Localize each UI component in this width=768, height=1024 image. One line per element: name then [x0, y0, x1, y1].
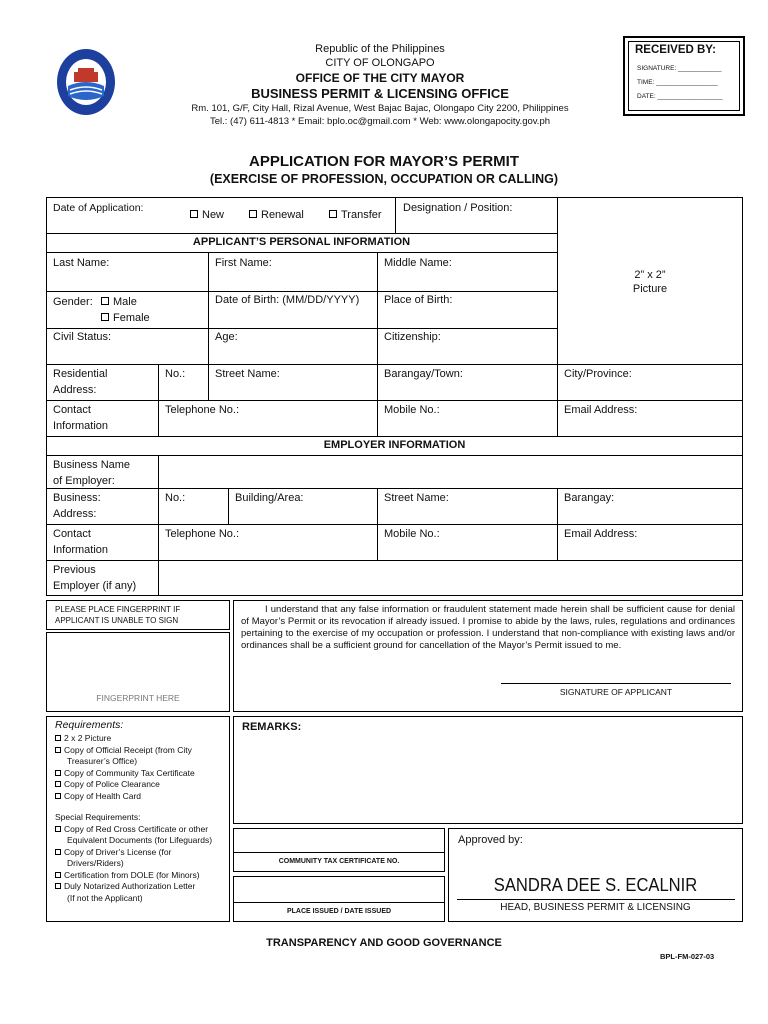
employer-info-header: EMPLOYER INFORMATION	[323, 439, 466, 451]
req-item-4[interactable]: Copy of Police Clearance	[55, 779, 212, 791]
special-req-4[interactable]: Duly Notarized Authorization Letter	[55, 881, 212, 893]
civil-status-label: Civil Status:	[53, 331, 112, 343]
form-title: APPLICATION FOR MAYOR’S PERMIT	[248, 153, 519, 170]
special-req-1[interactable]: Copy of Red Cross Certificate or other	[55, 824, 212, 836]
office-mayor: OFFICE OF THE CITY MAYOR	[295, 71, 465, 85]
bus-no-label: No.:	[165, 492, 186, 504]
received-date[interactable]: DATE: __________________	[637, 93, 723, 100]
approver-position: HEAD, BUSINESS PERMIT & LICENSING	[500, 902, 691, 913]
received-box	[623, 36, 745, 116]
employer-telephone-label: Telephone No.:	[165, 528, 239, 540]
residential-label: Residential Address:	[53, 368, 108, 396]
designation-label: Designation / Position:	[403, 202, 513, 214]
gender-female[interactable]: Female	[101, 310, 150, 326]
previous-employer-label: Previous Employer (if any)	[53, 564, 137, 592]
checkbox-male[interactable]	[101, 297, 109, 305]
option-transfer[interactable]: Transfer	[329, 207, 382, 223]
res-street-label: Street Name:	[215, 368, 280, 380]
citizenship-label: Citizenship:	[384, 331, 441, 343]
picture-placeholder[interactable]: 2” x 2” Picture	[632, 269, 668, 295]
fingerprint-placeholder: FINGERPRINT HERE	[96, 693, 180, 703]
req-item-2[interactable]: Copy of Official Receipt (from City	[55, 745, 212, 757]
middle-name-label: Middle Name:	[384, 257, 452, 269]
ctc-number-label: COMMUNITY TAX CERTIFICATE NO.	[278, 858, 400, 865]
employer-mobile-label: Mobile No.:	[384, 528, 440, 540]
bus-building-label: Building/Area:	[235, 492, 304, 504]
req-item-5[interactable]: Copy of Health Card	[55, 791, 212, 803]
footer-motto: TRANSPARENCY AND GOOD GOVERNANCE	[266, 937, 502, 949]
requirements-list: 2 x 2 Picture Copy of Official Receipt (from City Treasurer’s Office) Copy of Community Tax Certificate Copy of Police Clearance Copy of Health Card Special Requirements: Copy of Red Cross Certificate or other Equivalent Documents (for Lifeguards) Copy of Driver’s License (for Drivers/Riders) Certification from DOLE (for Minors) Duly Notarized Authorization Letter (If not the Applicant)	[55, 733, 213, 903]
declaration-box	[233, 600, 743, 712]
office-contact: Tel.: (47) 611-4813 * Email: bplo.oc@gmail.com * Web: www.olongapocity.gov.ph	[209, 116, 551, 127]
ctc-number-box[interactable]	[233, 828, 445, 872]
employer-contact-label: Contact Information	[53, 528, 109, 556]
mobile-label: Mobile No.:	[384, 404, 440, 416]
personal-info-header: APPLICANT’S PERSONAL INFORMATION	[192, 236, 411, 248]
republic-text: Republic of the Philippines	[315, 43, 445, 55]
contact-label: Contact Information	[53, 404, 109, 432]
checkbox-new[interactable]	[190, 210, 198, 218]
first-name-label: First Name:	[215, 257, 272, 269]
ctc-place-label: PLACE ISSUED / DATE ISSUED	[286, 908, 392, 915]
fingerprint-note-box: PLEASE PLACE FINGERPRINT IF APPLICANT IS UNABLE TO SIGN	[46, 600, 230, 630]
city-seal	[56, 48, 116, 116]
requirements-title: Requirements:	[55, 719, 124, 731]
gender-label: Gender:	[53, 296, 93, 308]
remarks-label: REMARKS:	[242, 721, 302, 733]
city-text: CITY OF OLONGAPO	[325, 57, 435, 69]
bus-barangay-label: Barangay:	[564, 492, 615, 504]
signature-label: SIGNATURE OF APPLICANT	[559, 687, 673, 697]
email-label: Email Address:	[564, 404, 638, 416]
business-name-label: Business Name of Employer:	[53, 459, 131, 487]
approver-name: SANDRA DEE S. ECALNIR	[493, 875, 698, 895]
req-item-1[interactable]: 2 x 2 Picture	[55, 733, 212, 745]
option-new[interactable]: New	[190, 207, 224, 223]
form-subtitle: (EXERCISE OF PROFESSION, OCCUPATION OR CALLING)	[209, 172, 559, 186]
res-city-label: City/Province:	[564, 368, 632, 380]
special-req-3[interactable]: Certification from DOLE (for Minors)	[55, 870, 212, 882]
res-no-label: No.:	[165, 368, 186, 380]
approval-box	[448, 828, 743, 922]
dob-label: Date of Birth: (MM/DD/YYYY)	[215, 294, 360, 306]
req-item-3[interactable]: Copy of Community Tax Certificate	[55, 768, 212, 780]
business-address-label: Business: Address:	[53, 492, 101, 520]
special-req-2[interactable]: Copy of Driver’s License (for	[55, 847, 212, 859]
received-signature[interactable]: SIGNATURE: ____________	[637, 65, 722, 72]
office-bpl: BUSINESS PERMIT & LICENSING OFFICE	[251, 86, 509, 101]
approved-by-label: Approved by:	[458, 834, 523, 846]
special-requirements-title: Special Requirements:	[55, 812, 141, 822]
received-title: RECEIVED BY:	[635, 44, 716, 56]
telephone-label: Telephone No.:	[165, 404, 239, 416]
age-label: Age:	[215, 331, 238, 343]
pob-label: Place of Birth:	[384, 294, 453, 306]
res-barangay-label: Barangay/Town:	[384, 368, 463, 380]
gender-male[interactable]: Male	[101, 294, 137, 310]
bus-street-label: Street Name:	[384, 492, 449, 504]
last-name-label: Last Name:	[53, 257, 110, 269]
checkbox-female[interactable]	[101, 313, 109, 321]
remarks-box[interactable]	[233, 716, 743, 824]
checkbox-renewal[interactable]	[249, 210, 257, 218]
declaration-text: I understand that any false information or fraudulent statement made herein shall be sufficient cause for denial of Mayor’s Permit or its revocation if already issued. I promise to abide by the laws, rules, regulations and ordinances pertaining to the exercise of my occupation or profession. I understand that non-compliance with existing laws and/or ordinances shall be a sufficient ground for cancellation of the Mayor’s Permit issued to me.	[241, 604, 735, 651]
ctc-place-box[interactable]	[233, 876, 445, 922]
form-code: BPL-FM-027-03	[660, 952, 715, 961]
option-renewal[interactable]: Renewal	[249, 207, 304, 223]
fingerprint-box[interactable]	[46, 632, 230, 712]
office-address: Rm. 101, G/F, City Hall, Rizal Avenue, West Bajac Bajac, Olongapo City 2200, Philippines	[191, 103, 569, 114]
employer-email-label: Email Address:	[564, 528, 638, 540]
checkbox-transfer[interactable]	[329, 210, 337, 218]
received-time[interactable]: TIME: _________________	[637, 79, 718, 86]
date-of-application-label: Date of Application:	[53, 202, 144, 214]
